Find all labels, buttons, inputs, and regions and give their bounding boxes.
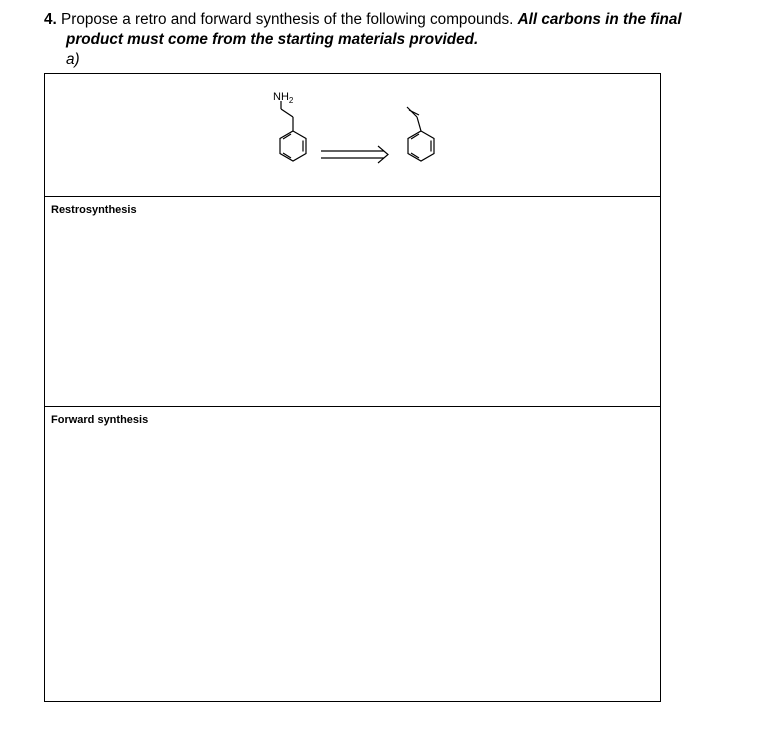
amine-label: $NH_2$ <box>273 91 294 105</box>
question-number: 4. <box>44 11 57 28</box>
retrosynthetic-arrow <box>321 146 388 163</box>
reaction-scheme <box>45 74 660 196</box>
question-text <box>44 10 734 70</box>
product-structure-phenethylamine <box>280 101 306 161</box>
question-prompt: Propose a retro and forward synthesis of the following compounds. <box>61 11 514 28</box>
question-part-label: a) <box>66 51 80 68</box>
divider-middle <box>45 406 660 407</box>
answer-frame <box>44 73 661 702</box>
question-requirement-2: product must come from the starting materials provided. <box>66 31 479 48</box>
forward-synthesis-label: Forward synthesis <box>51 414 149 426</box>
divider-top <box>45 196 660 197</box>
starting-material-styrene <box>407 107 434 161</box>
restrosynthesis-label: Restrosynthesis <box>51 204 137 216</box>
question-requirement-1: All carbons in the final <box>517 11 682 28</box>
